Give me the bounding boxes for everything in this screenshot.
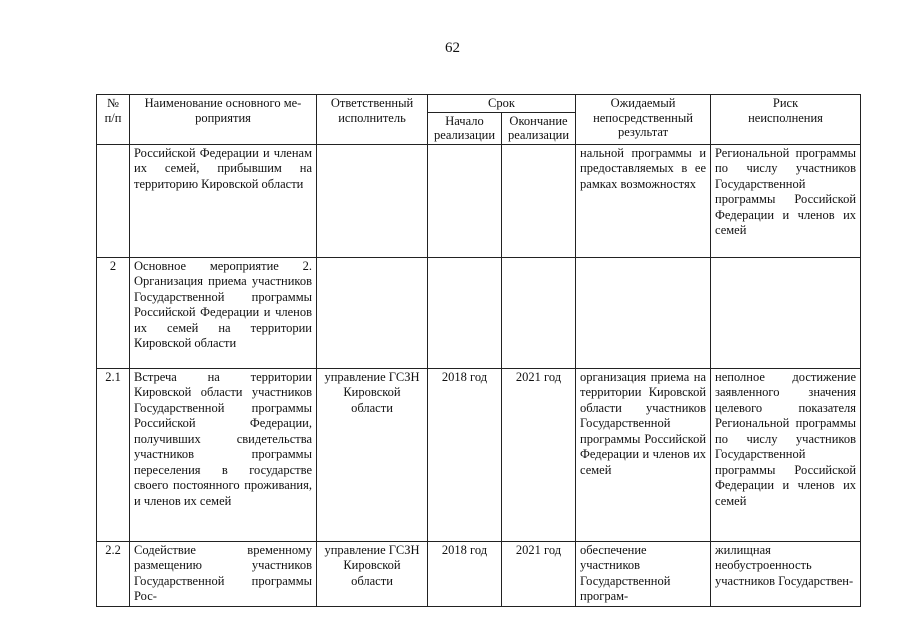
- page-number: 62: [445, 40, 460, 56]
- table-row: [97, 144, 861, 257]
- header-term: [428, 95, 576, 113]
- header-result-text: Ожидаемый непосредственный результат: [593, 96, 693, 139]
- cell-num: 2.2: [97, 541, 130, 606]
- cell-start: [428, 144, 502, 257]
- cell-start: 2018 год: [428, 541, 502, 606]
- header-start: [428, 112, 502, 144]
- header-result: [576, 95, 711, 145]
- cell-result: [576, 257, 711, 368]
- cell-name: Основное мероприятие 2. Организация приема участников Государственной программы Российской Федерации и членов их семей на территории Кировской области: [130, 257, 317, 368]
- cell-start: 2018 год: [428, 368, 502, 541]
- header-start-text: Начало реализации: [433, 113, 496, 142]
- header-responsible: [317, 95, 428, 145]
- cell-responsible: [317, 257, 428, 368]
- header-term-text: Срок: [488, 96, 515, 110]
- cell-risk: [711, 257, 861, 368]
- header-end-text: Окончание реализации: [507, 113, 570, 142]
- cell-end: 2021 год: [502, 541, 576, 606]
- cell-num: [97, 144, 130, 257]
- cell-result: нальной программы и предоставляемых в ее рамках возможностях: [576, 144, 711, 257]
- header-num: [97, 95, 130, 145]
- cell-risk: Региональной программы по числу участников Государственной программы Российской Федерации и членов их семей: [711, 144, 861, 257]
- cell-risk: жилищная необустроенность участников Государствен-: [711, 541, 861, 606]
- cell-responsible: [317, 144, 428, 257]
- cell-num: 2: [97, 257, 130, 368]
- header-num-text: № п/п: [104, 96, 122, 125]
- cell-result: обеспечение участников Государственной програм-: [576, 541, 711, 606]
- cell-risk: неполное достижение заявленного значения целевого показателя Региональной программы по числу участников Государственной программы Российской Федерации и членов их семей: [711, 368, 861, 541]
- header-risk-text: Риск неисполнения: [748, 96, 823, 125]
- cell-end: [502, 144, 576, 257]
- cell-end: 2021 год: [502, 368, 576, 541]
- header-risk: [711, 95, 861, 145]
- cell-result: организация приема на территории Кировской области участников Государственной программы Российской Федерации и членов их семей: [576, 368, 711, 541]
- cell-name: Российской Федерации и членам их семей, прибывшим на территорию Кировской области: [130, 144, 317, 257]
- measures-table: [96, 94, 861, 607]
- header-responsible-text: Ответственный исполнитель: [330, 96, 414, 125]
- header-end: [502, 112, 576, 144]
- cell-responsible: управление ГСЗН Кировской области: [317, 368, 428, 541]
- cell-responsible: управление ГСЗН Кировской области: [317, 541, 428, 606]
- table-header-row: [97, 95, 861, 113]
- header-name: [130, 95, 317, 145]
- table-row: [97, 368, 861, 541]
- cell-num: 2.1: [97, 368, 130, 541]
- cell-start: [428, 257, 502, 368]
- cell-name: Содействие временному размещению участников Государственной программы Рос-: [130, 541, 317, 606]
- table-row: [97, 257, 861, 368]
- cell-name: Встреча на территории Кировской области участников Государственной программы Российской Федерации, получивших свидетельства участников программы переселения в государстве своего постоянного проживания, и членов их семей: [130, 368, 317, 541]
- table-row: [97, 541, 861, 606]
- header-name-text: Наименование основного ме- роприятия: [144, 96, 302, 125]
- cell-end: [502, 257, 576, 368]
